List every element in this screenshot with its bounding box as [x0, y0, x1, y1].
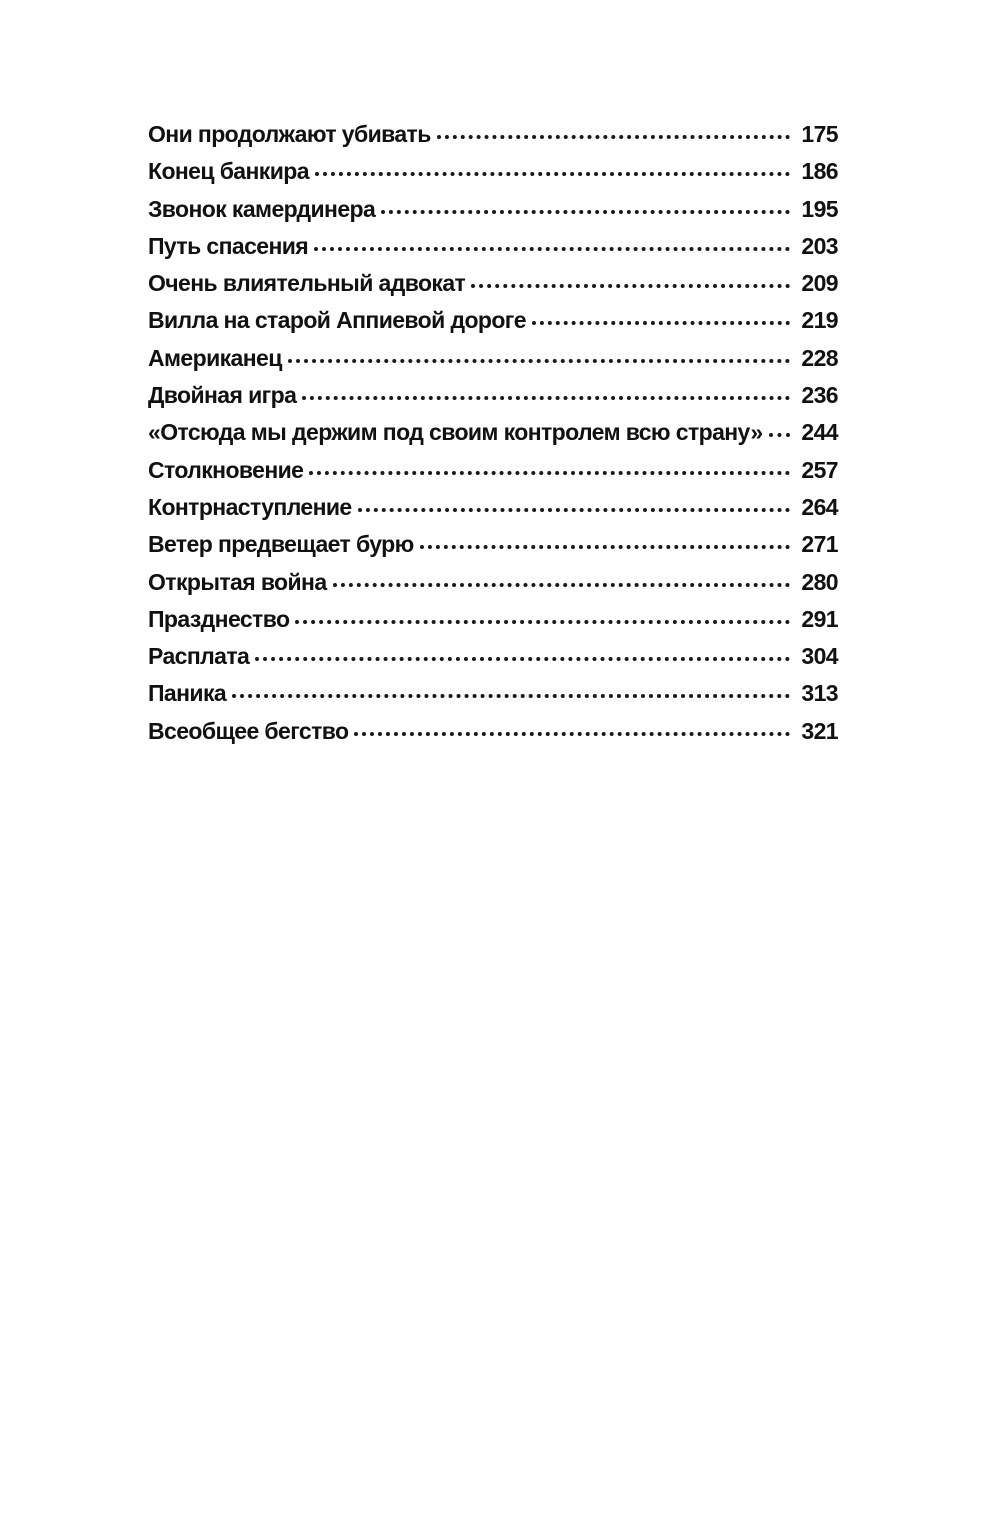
toc-entry-title: Всеобщее бегство: [148, 717, 349, 744]
toc-entry: [148, 713, 838, 750]
toc-entry-title: Американец: [148, 344, 282, 371]
toc-entry: [148, 228, 838, 265]
dot-leader: [232, 694, 790, 698]
toc-entry-title: Они продолжают убивать: [148, 121, 431, 147]
toc-entry-title: Празднество: [148, 605, 290, 632]
dot-leader: [309, 471, 790, 475]
toc-entry-page: 209: [801, 270, 838, 297]
toc-entry-page: 304: [801, 643, 838, 670]
dot-leader: [302, 396, 790, 400]
toc-entry-page: 280: [801, 568, 838, 595]
toc-entry-page: 219: [801, 307, 838, 334]
dot-leader: [295, 620, 790, 624]
toc-entry-page: 228: [801, 344, 838, 371]
toc-entry-page: 236: [801, 382, 838, 409]
dot-leader: [255, 657, 790, 661]
toc-entry-page: 186: [801, 158, 838, 185]
dot-leader: [288, 359, 790, 363]
toc-entry-page: 313: [801, 680, 838, 707]
toc-entry: [148, 191, 838, 228]
toc-entry-page: 291: [801, 605, 838, 632]
toc-entry-title: Конец банкира: [148, 158, 309, 185]
dot-leader: [420, 545, 790, 549]
toc-entry-title: Расплата: [148, 643, 250, 670]
toc-entry: [148, 265, 838, 302]
dot-leader: [471, 284, 790, 288]
toc-entry-title: Контрнаступление: [148, 493, 352, 520]
toc-entry: [148, 638, 838, 675]
toc-entry-title: Вилла на старой Аппиевой дороге: [148, 307, 526, 334]
dot-leader: [314, 247, 790, 251]
dot-leader: [769, 433, 790, 437]
dot-leader: [358, 508, 790, 512]
toc-entry-title: Столкновение: [148, 456, 304, 483]
dot-leader: [437, 135, 790, 139]
toc-entry: [148, 414, 838, 451]
toc-entry-title: Ветер предвещает бурю: [148, 531, 414, 558]
toc-entry-title: Паника: [148, 680, 227, 707]
toc-entry: [148, 601, 838, 638]
toc-entry: [148, 377, 838, 414]
toc-entry-page: 264: [801, 493, 838, 520]
toc-entry-page: 195: [801, 195, 838, 222]
toc-entry-title: Путь спасения: [148, 232, 309, 259]
toc-entry-page: 203: [801, 232, 838, 259]
toc-entry: [148, 153, 838, 190]
toc-entry: [148, 116, 838, 153]
toc-entry-page: 321: [801, 717, 838, 744]
toc-entry-page: 271: [801, 531, 838, 558]
toc-entry-title: Очень влиятельный адвокат: [148, 270, 466, 297]
table-of-contents: [148, 116, 838, 750]
dot-leader: [381, 210, 790, 214]
toc-entry-page: 257: [801, 456, 838, 483]
toc-entry: [148, 564, 838, 601]
toc-entry: [148, 675, 838, 712]
toc-entry: [148, 340, 838, 377]
toc-entry: [148, 302, 838, 339]
dot-leader: [333, 583, 790, 587]
toc-entry: [148, 452, 838, 489]
dot-leader: [354, 732, 790, 736]
toc-entry-page: 244: [801, 419, 838, 446]
toc-entry: [148, 489, 838, 526]
toc-entry-title: Двойная игра: [148, 382, 297, 409]
toc-entry-page: 175: [801, 121, 838, 147]
dot-leader: [315, 172, 790, 176]
toc-entry-title: «Отсюда мы держим под своим контролем всю страну»: [148, 419, 763, 446]
toc-entry-title: Звонок камердинера: [148, 195, 376, 222]
dot-leader: [532, 321, 790, 325]
toc-entry-title: Открытая война: [148, 568, 327, 595]
toc-entry: [148, 526, 838, 563]
